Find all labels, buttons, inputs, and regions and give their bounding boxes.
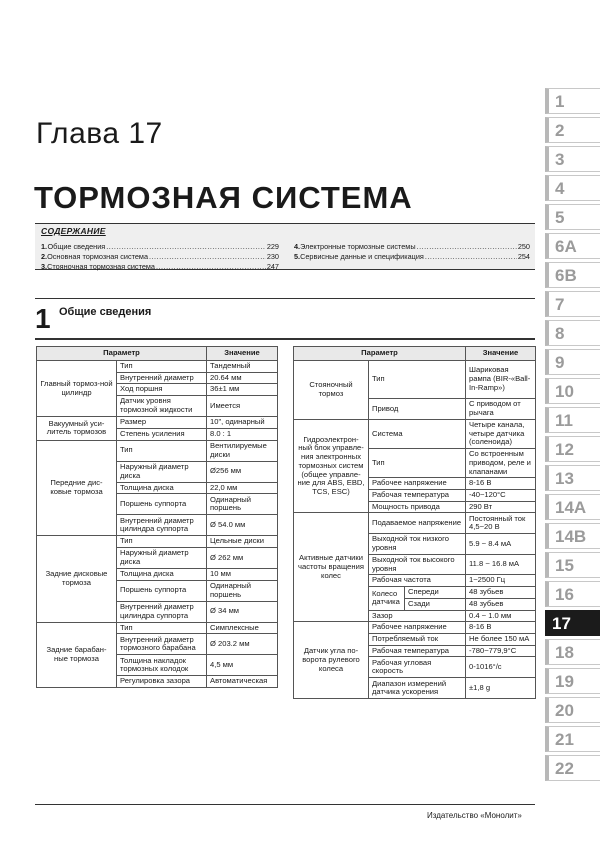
table-row	[37, 417, 278, 429]
parameter-cell: Выходной ток высокого уровня	[369, 554, 466, 574]
contents-item-number: 4.	[294, 242, 301, 251]
contents-item-number: 3.	[41, 262, 48, 271]
parameter-cell: Привод	[369, 399, 466, 420]
dot-leader	[156, 262, 266, 271]
contents-item	[41, 252, 279, 261]
value-cell: -780~779,9°C	[466, 645, 536, 657]
group-label: Активные датчики частоты вращения колес	[294, 513, 369, 622]
parameter-cell: Толщина диска	[117, 569, 207, 581]
value-cell: Шариковая рампа (BIR-«Ball-In-Ramp»)	[466, 361, 536, 399]
parameter-cell: Размер	[117, 417, 207, 429]
parameter-cell: Мощность привода	[369, 501, 466, 513]
group-label: Главный тормоз-ной цилиндр	[37, 361, 117, 417]
table-row	[37, 361, 278, 373]
group-label: Передние дис-ковые тормоза	[37, 440, 117, 536]
value-cell: 36±1 мм	[207, 384, 278, 396]
dot-leader	[425, 252, 517, 261]
table-row	[294, 513, 536, 534]
parameter-cell: Рабочая температура	[369, 490, 466, 502]
contents-item-title: Электронные тормозные системы	[300, 242, 416, 251]
contents-item-title: Общие сведения	[47, 242, 106, 251]
chapter-tab-22[interactable]: 22	[545, 755, 600, 781]
table-row	[294, 420, 536, 449]
parameter-cell: Система	[369, 420, 466, 449]
contents-item-page: 250	[517, 242, 530, 251]
chapter-tab-20[interactable]: 20	[545, 697, 600, 723]
chapter-tab-21[interactable]: 21	[545, 726, 600, 752]
value-cell: Четыре канала, четыре датчика (соленоида)	[466, 420, 536, 449]
value-cell: Ø 203.2 мм	[207, 634, 278, 655]
chapter-tab-7[interactable]: 7	[545, 291, 600, 317]
value-cell: Не более 150 мА	[466, 633, 536, 645]
value-cell: Цельные диски	[207, 536, 278, 548]
parameter-cell: Рабочая частота	[369, 575, 466, 587]
chapter-tab-15[interactable]: 15	[545, 552, 600, 578]
parameter-cell: Рабочее напряжение	[369, 622, 466, 634]
sub-group-label: Колесо датчика	[369, 587, 405, 610]
value-cell: 5.9 ~ 8.4 мА	[466, 534, 536, 554]
section-number: 1	[35, 303, 51, 334]
parameter-cell: Зазор	[369, 610, 466, 622]
group-label: Стояночный тормоз	[294, 361, 369, 420]
parameter-cell: Толщина диска	[117, 482, 207, 494]
value-cell: 8.0 : 1	[207, 428, 278, 440]
contents-item-page: 230	[266, 252, 279, 261]
value-cell: Вентилируемые диски	[207, 440, 278, 461]
chapter-tab-12[interactable]: 12	[545, 436, 600, 462]
parameter-cell: Ход поршня	[117, 384, 207, 396]
parameter-cell: Датчик уровня тормозной жидкости	[117, 396, 207, 417]
contents-item-number: 1.	[41, 242, 48, 251]
chapter-tab-2[interactable]: 2	[545, 117, 600, 143]
parameter-cell: Поршень суппорта	[117, 494, 207, 515]
chapter-tab-6a[interactable]: 6A	[545, 233, 600, 259]
chapter-tab-4[interactable]: 4	[545, 175, 600, 201]
table-row	[37, 440, 278, 461]
value-cell: С приводом от рычага	[466, 399, 536, 420]
parameter-cell: Степень усиления	[117, 428, 207, 440]
value-cell: Ø256 мм	[207, 461, 278, 482]
parameter-cell: Рабочая угловая скорость	[369, 657, 466, 678]
chapter-tab-14b[interactable]: 14B	[545, 523, 600, 549]
value-cell: 8-16 В	[466, 478, 536, 490]
chapter-tab-6b[interactable]: 6B	[545, 262, 600, 288]
page-title: ТОРМОЗНАЯ СИСТЕМА	[34, 180, 413, 215]
parameter-cell: Диапазон измерений датчика ускорения	[369, 678, 466, 699]
parameter-cell: Внутренний диаметр цилиндра суппорта	[117, 515, 207, 536]
column-header-parameter: Параметр	[294, 347, 466, 361]
contents-item-number: 2.	[41, 252, 48, 261]
contents-item	[294, 252, 530, 261]
contents-item	[41, 242, 279, 251]
footer-divider	[35, 804, 535, 805]
column-header-value: Значение	[466, 347, 536, 361]
parameter-cell: Внутренний диаметр тормозного барабана	[117, 634, 207, 655]
chapter-tab-13[interactable]: 13	[545, 465, 600, 491]
parameter-cell: Рабочая температура	[369, 645, 466, 657]
parameter-cell: Внутренний диаметр цилиндра суппорта	[117, 601, 207, 622]
group-label: Задние дисковые тормоза	[37, 536, 117, 622]
divider	[35, 298, 535, 299]
value-cell: 48 зубьев	[466, 598, 536, 610]
chapter-tab-1[interactable]: 1	[545, 88, 600, 114]
chapter-tab-8[interactable]: 8	[545, 320, 600, 346]
value-cell: 10 мм	[207, 569, 278, 581]
contents-item-number: 5.	[294, 252, 301, 261]
table-header-row	[37, 347, 278, 361]
parameter-cell: Наружный диаметр диска	[117, 461, 207, 482]
value-cell: Постоянный ток 4,5~20 В	[466, 513, 536, 534]
group-label: Датчик угла по-ворота рулевого колеса	[294, 622, 369, 699]
parameter-cell: Тип	[117, 622, 207, 634]
value-cell: 11.8 ~ 16.8 мА	[466, 554, 536, 574]
value-cell: Одинарный поршень	[207, 580, 278, 601]
value-cell: 8-16 В	[466, 622, 536, 634]
contents-item-page: 229	[266, 242, 279, 251]
table-row	[294, 361, 536, 399]
contents-item-title: Основная тормозная система	[47, 252, 148, 261]
chapter-label: Глава 17	[36, 117, 163, 150]
parameter-cell: Выходной ток низкого уровня	[369, 534, 466, 554]
value-cell: 22,0 мм	[207, 482, 278, 494]
parameter-cell: Наружный диаметр диска	[117, 548, 207, 569]
group-label: Задние барабан-ные тормоза	[37, 622, 117, 687]
table-row	[37, 536, 278, 548]
table-row	[294, 622, 536, 634]
parameter-cell: Потребляемый ток	[369, 633, 466, 645]
value-cell: Имеется	[207, 396, 278, 417]
chapter-tab-14a[interactable]: 14A	[545, 494, 600, 520]
group-label: Гидроэлектрон-ный блок управле-ния электронных тормозных систем (общее управле-ние для ABS, EBD, TCS, ESC)	[294, 420, 369, 513]
chapter-tab-19[interactable]: 19	[545, 668, 600, 694]
parameter-cell: Тип	[369, 449, 466, 478]
contents-heading: СОДЕРЖАНИЕ	[41, 226, 106, 236]
chapter-tabs	[545, 88, 600, 784]
dot-leader	[149, 252, 266, 261]
contents-item-page: 254	[517, 252, 530, 261]
brake-spec-table-left	[36, 346, 278, 688]
value-cell: ±1,8 g	[466, 678, 536, 699]
parameter-cell: Внутренний диаметр	[117, 372, 207, 384]
value-cell: 4,5 мм	[207, 655, 278, 676]
parameter-cell: Рабочее напряжение	[369, 478, 466, 490]
divider	[35, 338, 535, 340]
value-cell: Автоматическая	[207, 676, 278, 688]
chapter-tab-11[interactable]: 11	[545, 407, 600, 433]
value-cell: 48 зубьев	[466, 587, 536, 599]
chapter-tab-17[interactable]: 17	[545, 610, 600, 636]
brake-spec-table-right	[293, 346, 536, 699]
column-header-value: Значение	[207, 347, 278, 361]
chapter-tab-18[interactable]: 18	[545, 639, 600, 665]
chapter-tab-3[interactable]: 3	[545, 146, 600, 172]
parameter-cell: Сзади	[405, 598, 466, 610]
value-cell: Ø 54.0 мм	[207, 515, 278, 536]
dot-leader	[417, 242, 517, 251]
value-cell: Ø 262 мм	[207, 548, 278, 569]
contents-item	[294, 242, 530, 251]
value-cell: 10", одинарный	[207, 417, 278, 429]
contents-item-title: Сервисные данные и спецификация	[300, 252, 424, 261]
parameter-cell: Поршень суппорта	[117, 580, 207, 601]
parameter-cell: Тип	[117, 361, 207, 373]
parameter-cell: Тип	[369, 361, 466, 399]
value-cell: 1~2500 Гц	[466, 575, 536, 587]
parameter-cell: Тип	[117, 440, 207, 461]
value-cell: Одинарный поршень	[207, 494, 278, 515]
table-header-row	[294, 347, 536, 361]
chapter-tab-10[interactable]: 10	[545, 378, 600, 404]
column-header-parameter: Параметр	[37, 347, 207, 361]
value-cell: 0.4 ~ 1.0 мм	[466, 610, 536, 622]
contents-item	[41, 262, 279, 271]
value-cell: Ø 34 мм	[207, 601, 278, 622]
table-row	[37, 622, 278, 634]
parameter-cell: Регулировка зазора	[117, 676, 207, 688]
value-cell: Тандемный	[207, 361, 278, 373]
group-label: Вакуумный уси-литель тормозов	[37, 417, 117, 440]
value-cell: -40~120°C	[466, 490, 536, 502]
parameter-cell: Тип	[117, 536, 207, 548]
value-cell: 0-1016°/с	[466, 657, 536, 678]
parameter-cell: Спереди	[405, 587, 466, 599]
value-cell: Симплексные	[207, 622, 278, 634]
contents-item-page: 247	[266, 262, 279, 271]
chapter-tab-9[interactable]: 9	[545, 349, 600, 375]
value-cell: Со встроенным приводом, реле и клапанами	[466, 449, 536, 478]
value-cell: 20.64 мм	[207, 372, 278, 384]
parameter-cell: Подаваемое напряжение	[369, 513, 466, 534]
contents-item-title: Стояночная тормозная система	[47, 262, 155, 271]
publisher-footer: Издательство «Монолит»	[427, 811, 522, 820]
section-title: Общие сведения	[59, 306, 152, 318]
chapter-tab-16[interactable]: 16	[545, 581, 600, 607]
dot-leader	[106, 242, 266, 251]
parameter-cell: Толщина накладок тормозных колодок	[117, 655, 207, 676]
chapter-tab-5[interactable]: 5	[545, 204, 600, 230]
value-cell: 290 Вт	[466, 501, 536, 513]
